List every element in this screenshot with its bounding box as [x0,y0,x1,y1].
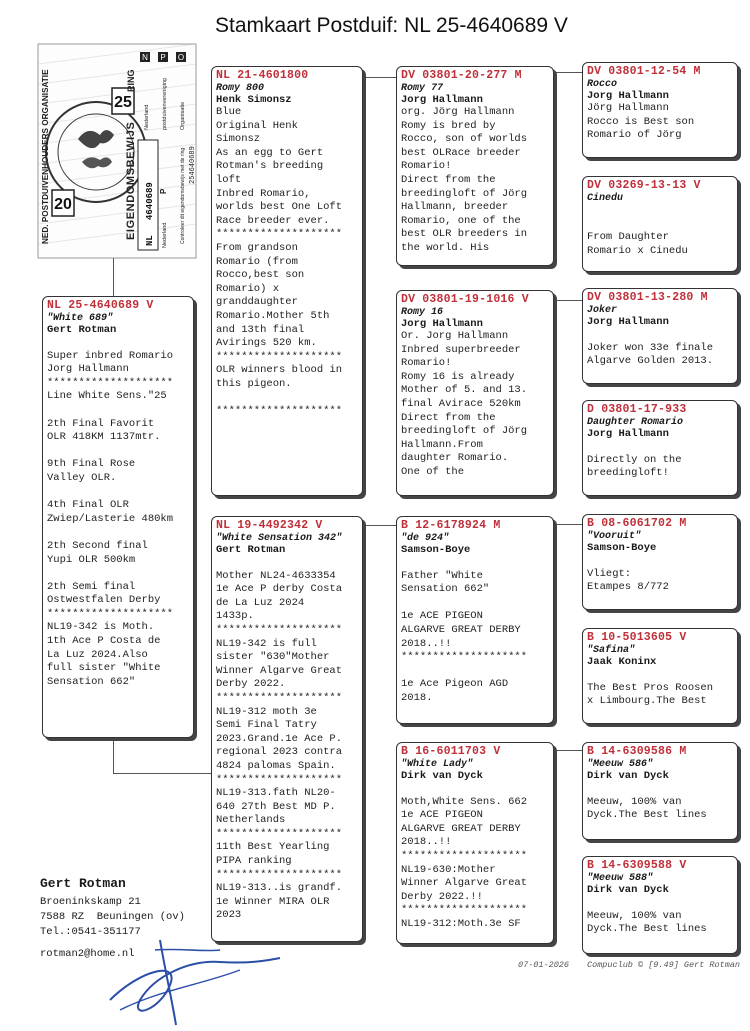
pigeon-name: Joker [587,305,618,316]
description: From Daughter Romario x Cinedu [587,231,688,257]
legend-p: P [160,53,166,62]
ring-number: 4640689 [145,182,155,220]
connector [556,300,582,301]
breeder-name: Gert Rotman [40,876,126,891]
pedigree-card-mmm [582,856,738,954]
description: Super inbred Romario Jorg Hallmann ******************** Line White Sens."25 2th Final Favorit OLR 418KM 1137mtr. 9th Final Rose Valley OLR. 4th Final OLR Zwiep/Lasterie 480km 2th Second final Yupi OLR 500km 2th Semi final Ostwestfalen Derby ******************** NL19-342 is Moth. 1th Ace P Costa de La Luz 2024.Also full sister "White Sensation 662" [47,349,174,688]
owner-name: Jorg Hallmann [587,316,669,328]
ring-label: RING [126,69,136,92]
description: Meeuw, 100% van Dyck.The Best lines [587,795,707,822]
pigeon-name: "White 689" [47,313,114,324]
ring-number: B 10-5013605 V [587,631,687,644]
pigeon-name: "White Lady" [401,759,474,770]
description: Meeuw, 100% van Dyck.The Best lines [587,909,707,936]
ring-number: DV 03269-13-13 V [587,179,701,192]
owner-name: Samson-Boye [401,544,471,556]
owner-name: Dirk van Dyck [587,884,669,896]
legend-p-text: postduivenvereniging [162,78,168,130]
ring-number: DV 03801-13-280 M [587,291,708,304]
ring-country: NL [145,235,155,246]
description: Father "White Sensation 662" 1e ACE PIGEON ALGARVE GREAT DERBY 2018..!! ******************** 1e Ace Pigeon AGD 2018. [401,569,528,704]
owner-name: Henk Simonsz [216,94,292,106]
connector [113,738,114,774]
page-title: Stamkaart Postduif: NL 25-4640689 V [215,14,568,37]
ring-side-text: Controleer dit eigendomsbewijs met de ring [180,147,186,244]
pigeon-name: Romy 16 [401,307,444,318]
ring-number: B 14-6309586 M [587,745,687,758]
ring-number: B 16-6011703 V [401,745,501,758]
pedigree-card-fmm [582,400,738,496]
description: Vliegt: Etampes 8/772 [587,567,669,594]
description: Directly on the breedingloft! [587,453,682,480]
pedigree-card-mfm [582,628,738,724]
description: Jörg Hallmann Rocco is Best son Romario of Jörg [587,102,695,142]
pigeon-name: Romy 800 [216,83,265,94]
ring-number: DV 03801-19-1016 V [401,293,529,306]
connector [363,77,397,78]
ring-number: B 12-6178924 M [401,519,501,532]
software-credit: Compuclub © [9.49] Gert Rotman [587,960,741,970]
pedigree-card-mm [396,742,554,944]
breeder-email[interactable]: rotman2@home.nl [40,948,135,960]
owner-name: Dirk van Dyck [587,770,669,782]
print-date: 07-01-2026 [518,960,570,970]
signature [100,930,290,1030]
pigeon-name: Romy 77 [401,83,444,94]
connector [113,773,214,774]
pigeon-name: "White Sensation 342" [216,533,343,544]
owner-name: Jorg Hallmann [587,90,669,102]
description: Blue Original Henk Simonsz As an egg to Gert Rotman's breeding loft Inbred Romario, worlds best One Loft Race breeder ever. ******************** From grandson Romario (from Rocco,best son Romario) x granddaughter Romario.Mother 5th and 13th final Avirings 520 km. ******************** OLR winners blood in this pigeon. ******************** [216,106,343,418]
owner-name: Gert Rotman [216,544,286,556]
owner-name: Jorg Hallmann [401,94,483,106]
pigeon-name: "Safina" [587,645,636,656]
ring-org-text: NED. POSTDUIVENHOUDERS ORGANISATIE [41,69,50,244]
ring-year-top: 25 [114,94,132,111]
ring-number: B 08-6061702 M [587,517,687,530]
pedigree-card-father [211,66,363,496]
pedigree-card-subject [42,296,194,738]
pedigree-card-fff [582,62,738,158]
connector [556,750,582,751]
connector [363,525,397,526]
pedigree-card-mother [211,516,363,942]
ring-number: DV 03801-20-277 M [401,69,522,82]
owner-name: Dirk van Dyck [401,770,483,782]
connector [113,258,114,296]
pigeon-name: "de 924" [401,533,450,544]
ring-heading: EIGENDOMSBEWIJS [125,121,137,240]
pigeon-name: "Vooruit" [587,531,642,542]
pigeon-name: "Meeuw 586" [587,759,654,770]
owner-name: Jaak Koninx [587,656,657,668]
ring-side-number: 254640689 [189,146,197,184]
legend-n-text: Nederland [144,104,150,130]
pigeon-name: "Meeuw 588" [587,873,654,884]
description: Or. Jorg Hallmann Inbred superbreeder Romario! Romy 16 is already Mother of 5. and 13. final Avirace 520km Direct from the breedingloft of Jörg Hallmann.From daughter Romario. One of the [401,330,528,478]
ring-year-bottom: 20 [54,196,72,213]
legend-n: N [142,53,148,62]
owner-name: Samson-Boye [587,542,657,554]
ring-number: NL 19-4492342 V [216,519,323,532]
ring-number: D 03801-17-933 [587,403,687,416]
ring-number: NL 21-4601800 [216,69,309,82]
ring-number: NL 25-4640689 V [47,299,154,312]
pedigree-card-mf [396,516,554,724]
owner-name: Jorg Hallmann [587,428,669,440]
owner-name: Jorg Hallmann [401,318,483,330]
pedigree-card-mff [582,514,738,610]
pedigree-card-fm [396,290,554,496]
connector [556,72,582,73]
ring-number: B 14-6309588 V [587,859,687,872]
pedigree-card-ffm [582,176,738,272]
description: Moth,White Sens. 662 1e ACE PIGEON ALGARVE GREAT DERBY 2018..!! ******************** NL19-630:Mother Winner Algarve Great Derby 2022.!! ******************** NL19-312:Moth.3e SF [401,795,528,930]
description: The Best Pros Roosen x Limbourg.The Best [587,681,714,708]
connector [556,524,582,525]
pigeon-name: Daughter Romario [587,417,684,428]
pedigree-card-fmf [582,288,738,384]
pedigree-card-mmf [582,742,738,840]
ring-number: DV 03801-12-54 M [587,65,701,78]
pedigree-card-ff [396,66,554,266]
pigeon-name: Cinedu [587,193,624,204]
ring-certificate-graphic [38,44,196,258]
legend-o-text: Organisatie [180,101,186,130]
description: org. Jörg Hallmann Romy is bred by Rocco, son of worlds best OLRace breeder Romario! Direct from the breedingloft of Jörg Hallmann, breeder Romario, one of the best OLR breeders in the world. His [401,106,528,254]
description: Joker won 33e finale Algarve Golden 2013. [587,341,714,368]
ring-country-label: Nederland [162,222,168,248]
legend-o: O [177,53,185,62]
owner-name: Gert Rotman [47,324,117,336]
description: Mother NL24-4633354 1e Ace P derby Costa de La Luz 2024 1433p. ******************** NL19-342 is full sister "630"Mother Winner Algarve Great Derby 2022. ******************** NL19-312 moth 3e Semi Final Tatry 2023.Grand.1e Ace P. regional 2023 contra 4824 palomas Spain. ******************** NL19-313.fath NL20- 640 27th Best MD P. Netherlands ******************** 11th Best Yearling PIPA ranking ******************** NL19-313..is grandf. 1e Winner MIRA OLR 2023 [216,569,343,922]
ring-sex-label: P [159,188,168,194]
pigeon-name: Rocco [587,79,618,90]
ring-certificate [38,44,196,258]
breeder-address: Broeninkskamp 21 7588 RZ Beuningen (ov) Tel.:0541-351177 [40,896,185,938]
